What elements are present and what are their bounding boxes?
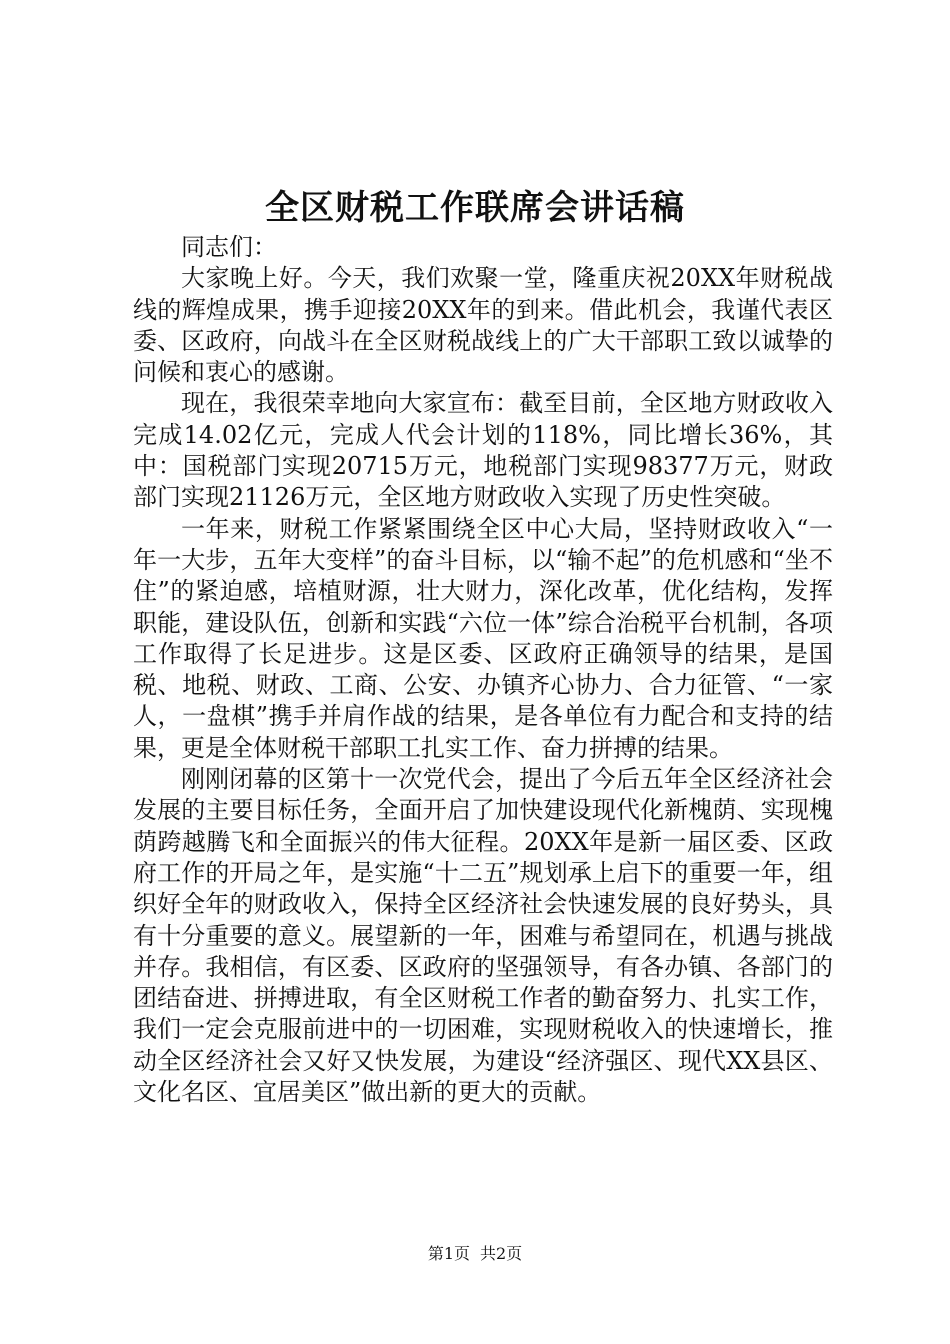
page-footer — [0, 1242, 950, 1266]
document-title: 全区财税工作联席会讲话稿 — [265, 188, 685, 228]
salutation-paragraph: 同志们： — [181, 233, 277, 261]
page-number: 第1页 — [427, 1244, 470, 1263]
page-total: 共2页 — [480, 1244, 523, 1263]
revenue-announcement-paragraph: 现在，我很荣幸地向大家宣布：截至目前，全区地方财政收入完成14.02亿元，完成人代会计划的118%，同比增长36%，其中：国税部门实现20715万元，地税部门实现98377万元，财政部门实现21126万元，全区地方财政收入实现了历史性突破。 — [133, 389, 833, 512]
outlook-paragraph: 刚刚闭幕的区第十一次党代会，提出了今后五年全区经济社会发展的主要目标任务，全面开启了加快建设现代化新槐荫、实现槐荫跨越腾飞和全面振兴的伟大征程。20XX年是新一届区委、区政府工作的开局之年，是实施“十二五”规划承上启下的重要一年，组织好全年的财政收入，保持全区经济社会快速发展的良好势头，具有十分重要的意义。展望新的一年，困难与希望同在，机遇与挑战并存。我相信，有区委、区政府的坚强领导，有各办镇、各部门的团结奋进、拼搏进取，有全区财税工作者的勤奋努力、扎实工作，我们一定会克服前进中的一切困难，实现财税收入的快速增长，推动全区经济社会又好又快发展，为建设“经济强区、现代XX县区、文化名区、宜居美区”做出新的更大的贡献。 — [133, 765, 833, 1107]
greeting-paragraph: 大家晚上好。今天，我们欢聚一堂，隆重庆祝20XX年财税战线的辉煌成果，携手迎接20XX年的到来。借此机会，我谨代表区委、区政府，向战斗在全区财税战线上的广大干部职工致以诚挚的问候和衷心的感谢。 — [133, 264, 833, 387]
year-review-paragraph: 一年来，财税工作紧紧围绕全区中心大局，坚持财政收入“一年一大步，五年大变样”的奋斗目标，以“输不起”的危机感和“坐不住”的紧迫感，培植财源，壮大财力，深化改革，优化结构，发挥职能，建设队伍，创新和实践“六位一体”综合治税平台机制，各项工作取得了长足进步。这是区委、区政府正确领导的结果，是国税、地税、财政、工商、公安、办镇齐心协力、合力征管、“一家人，一盘棋”携手并肩作战的结果，是各单位有力配合和支持的结果，更是全体财税干部职工扎实工作、奋力拼搏的结果。 — [133, 514, 833, 762]
document-body — [133, 232, 833, 1108]
